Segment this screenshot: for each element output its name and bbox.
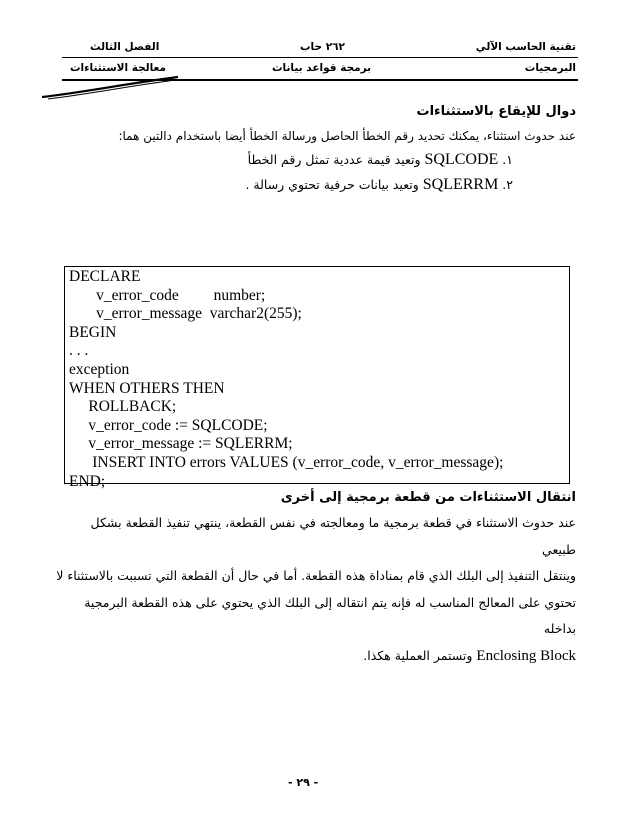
paragraph-line-end: وتستمر العملية هكذا. xyxy=(363,647,473,663)
header-rule-top xyxy=(62,57,578,58)
paragraph-line xyxy=(56,643,576,670)
paragraph-line: وينتقل التنفيذ إلى البلك الذي قام بمناداة هذه القطعة. أما في حال أن القطعة التي تسببت بالاستثناء لا xyxy=(56,568,576,583)
code-line: END; xyxy=(69,472,106,490)
list-item-code: SQLCODE xyxy=(424,151,499,168)
paragraph-line: عند حدوث الاستثناء في قطعة برمجية ما ومعالجته في نفس القطعة، ينتهي تنفيذ القطعة بشكل طبيعي xyxy=(90,515,576,557)
section-title-exception-propagation: انتقال الاستثناءات من قطعة برمجية إلى أخرى xyxy=(280,490,576,505)
header-course-code: ٢٦٢ حاب xyxy=(300,41,345,53)
header-topic: معالجة الاستثناءات xyxy=(70,62,166,74)
list-item xyxy=(248,151,513,169)
section-intro-text: عند حدوث استثناء، يمكنك تحديد رقم الخطأ الحاصل ورسالة الخطأ أيضا باستخدام دالتين هما: xyxy=(118,129,576,143)
header-subject: برمجة قواعد بيانات xyxy=(272,62,372,74)
list-item-number: ٢. xyxy=(502,177,513,192)
section-title-error-functions: دوال للإيقاع بالاستثناءات xyxy=(416,104,576,119)
code-line: . . . xyxy=(69,342,89,360)
code-line: ROLLBACK; xyxy=(69,398,177,416)
code-line: INSERT INTO errors VALUES (v_error_code, v_error_message); xyxy=(69,453,504,471)
header-department: البرمجيات xyxy=(524,62,576,74)
list-item-description: وتعيد بيانات حرفية تحتوي رسالة . xyxy=(245,177,419,192)
list-item-code: SQLERRM xyxy=(422,176,499,193)
header-swoosh-ornament xyxy=(40,75,180,101)
code-line: exception xyxy=(69,360,130,378)
paragraph-line: تحتوي على المعالج المناسب له فإنه يتم انتقاله إلى البلك الذي يحتوي على هذه القطعة البرمجية بداخله xyxy=(84,594,576,636)
code-line: v_error_code := SQLCODE; xyxy=(69,416,268,434)
list-item-number: ١. xyxy=(502,152,513,167)
code-line: DECLARE xyxy=(69,268,141,285)
code-line: WHEN OTHERS THEN xyxy=(69,379,225,397)
list-item-description: وتعيد قيمة عددية تمثل رقم الخطأ xyxy=(247,152,421,167)
paragraph-exception-propagation xyxy=(56,510,576,669)
code-line: BEGIN xyxy=(69,323,117,341)
page-number: - ٢٩ - xyxy=(288,776,319,789)
code-line: v_error_code number; xyxy=(69,286,266,304)
code-line: v_error_message := SQLERRM; xyxy=(69,435,293,453)
list-item xyxy=(245,176,513,194)
code-block xyxy=(64,266,570,490)
code-line: v_error_message varchar2(255); xyxy=(69,305,302,323)
paragraph-term: Enclosing Block xyxy=(476,647,576,664)
header-chapter: الفصل الثالث xyxy=(90,41,160,53)
header-course-title: تقنية الحاسب الآلي xyxy=(475,41,576,53)
